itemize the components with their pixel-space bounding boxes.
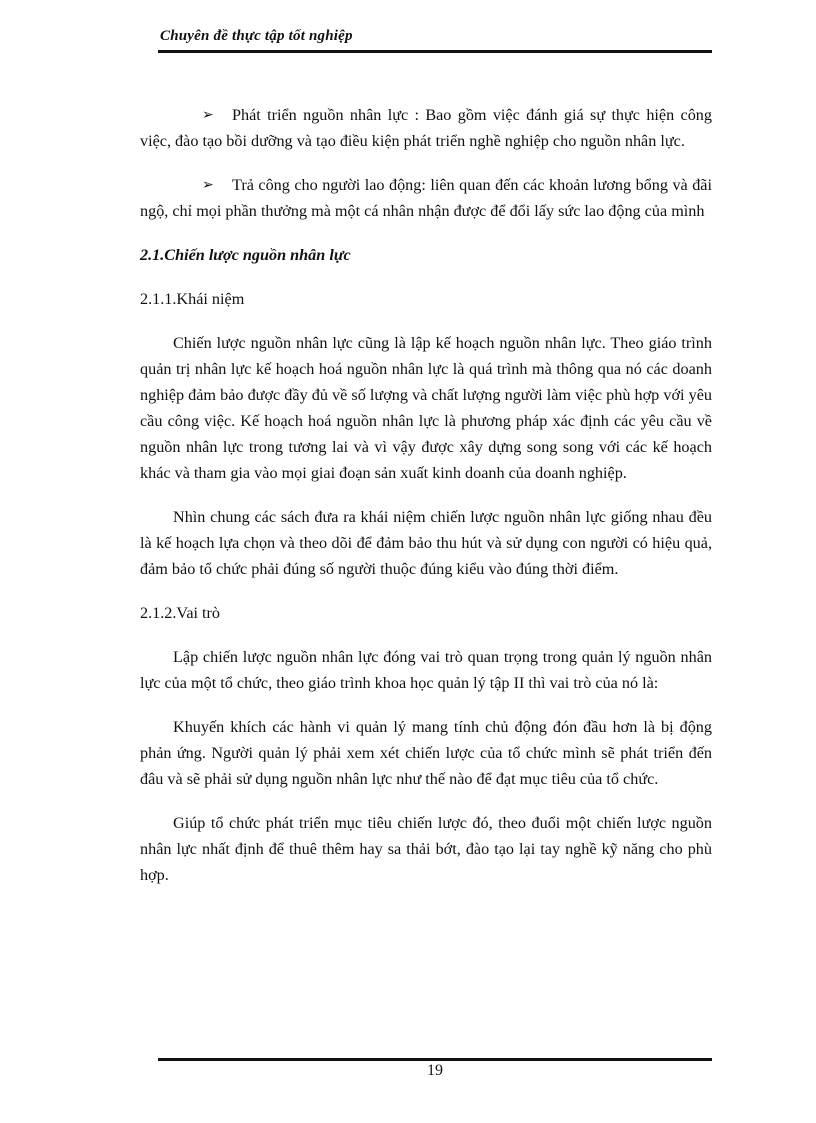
bullet-text: Phát triển nguồn nhân lực : Bao gồm việc đánh giá sự thực hiện công việc, đào tạo bồi dưỡng và tạo điều kiện phát triển nghề nghiệp cho nguồn nhân lực. bbox=[140, 106, 712, 150]
bullet-item bbox=[140, 102, 712, 154]
page-header-title: Chuyên đề thực tập tốt nghiệp bbox=[160, 28, 353, 44]
page-number: 19 bbox=[427, 1062, 443, 1079]
paragraph: Khuyến khích các hành vi quản lý mang tính chủ động đón đầu hơn là bị động phản ứng. Người quản lý phải xem xét chiến lược của tổ chức mình sẽ phát triển đến đâu và sẽ phải sử dụng nguồn nhân lực như thế nào để đạt mục tiêu của tổ chức. bbox=[140, 718, 712, 788]
subsection-heading: 2.1.1.Khái niệm bbox=[140, 290, 245, 308]
footer-divider bbox=[158, 1058, 712, 1061]
subsection-heading: 2.1.2.Vai trò bbox=[140, 604, 221, 622]
arrow-bullet-icon: ➢ bbox=[202, 107, 214, 123]
paragraph: Nhìn chung các sách đưa ra khái niệm chiến lược nguồn nhân lực giống nhau đều là kế hoạch lựa chọn và theo dõi để đảm bảo thu hút và sử dụng con người có hiệu quả, đảm bảo tổ chức phải đúng số người thuộc đúng kiểu vào đúng thời điểm. bbox=[140, 508, 712, 578]
bullet-item bbox=[140, 172, 712, 224]
paragraph: Lập chiến lược nguồn nhân lực đóng vai trò quan trọng trong quản lý nguồn nhân lực của một tổ chức, theo giáo trình khoa học quản lý tập II thì vai trò của nó là: bbox=[140, 648, 712, 692]
paragraph: Giúp tổ chức phát triển mục tiêu chiến lược đó, theo đuổi một chiến lược nguồn nhân lực nhất định để thuê thêm hay sa thải bớt, đào tạo lại tay nghề kỹ năng cho phù hợp. bbox=[140, 814, 712, 884]
section-heading: 2.1.Chiến lược nguồn nhân lực bbox=[140, 246, 351, 264]
bullet-text: Trả công cho người lao động: liên quan đến các khoản lương bổng và đãi ngộ, chỉ mọi phần thưởng mà một cá nhân nhận được để đổi lấy sức lao động của mình bbox=[140, 176, 712, 220]
arrow-bullet-icon: ➢ bbox=[202, 177, 214, 193]
document-body bbox=[140, 102, 712, 906]
paragraph: Chiến lược nguồn nhân lực cũng là lập kế hoạch nguồn nhân lực. Theo giáo trình quản trị nhân lực kế hoạch hoá nguồn nhân lực là quá trình mà thông qua nó các doanh nghiệp đảm bảo được đầy đủ về số lượng và chất lượng người làm việc phù hợp với yêu cầu công việc. Kế hoạch hoá nguồn nhân lực là phương pháp xác định các yêu cầu về nguồn nhân lực trong tương lai và vì vậy được xây dựng song song với các kế hoạch khác và tham gia vào mọi giai đoạn sản xuất kinh doanh của doanh nghiệp. bbox=[140, 334, 712, 482]
header-divider bbox=[158, 50, 712, 53]
